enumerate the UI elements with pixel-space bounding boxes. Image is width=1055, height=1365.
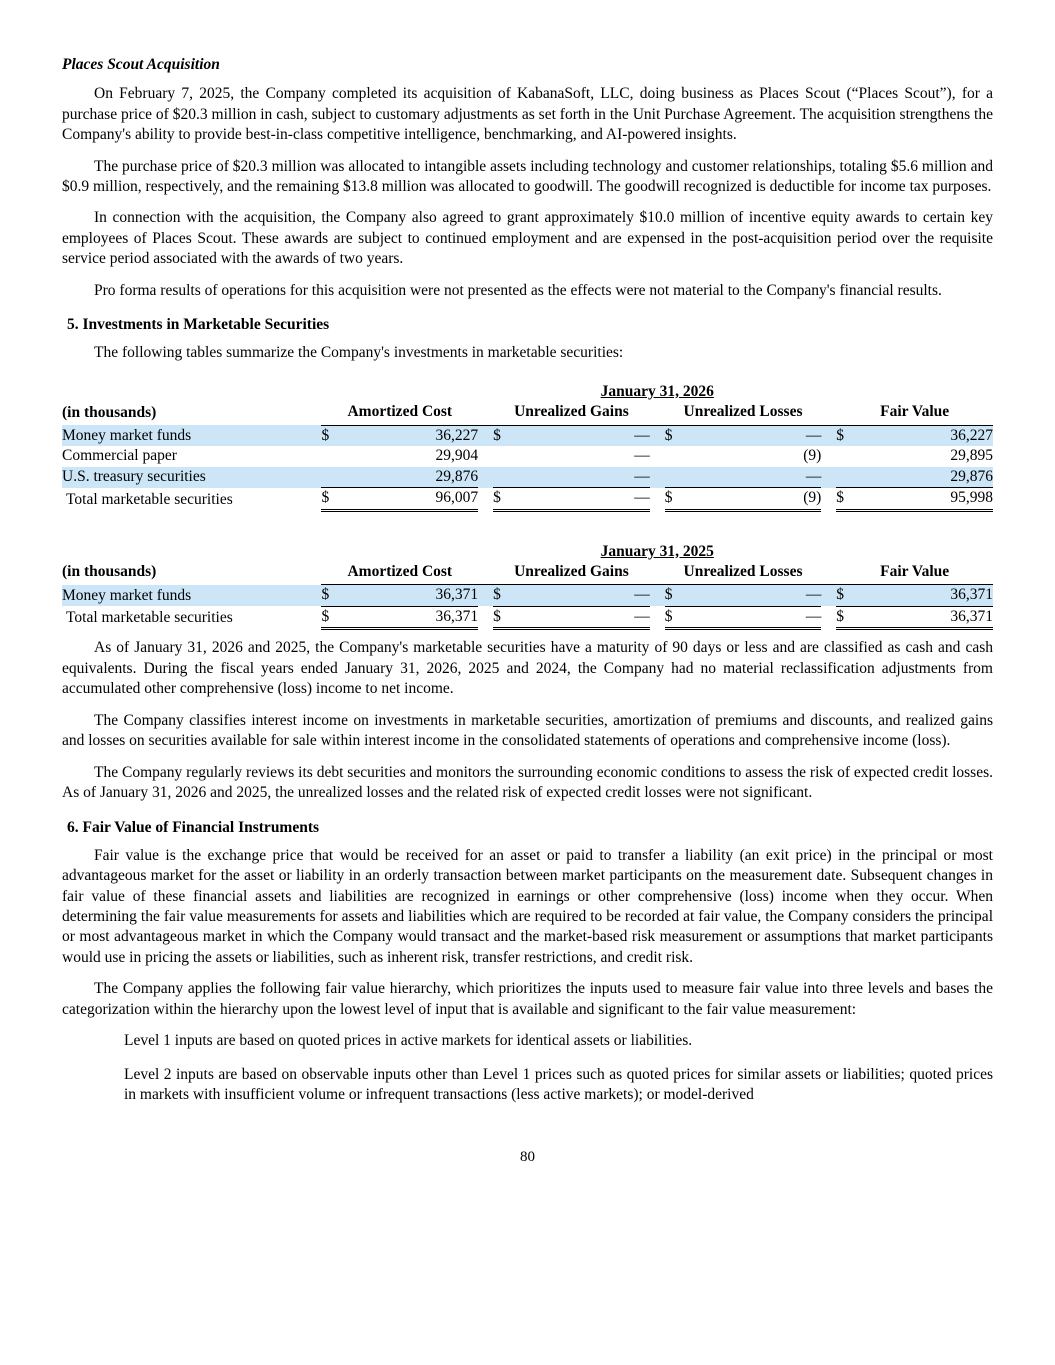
row-label-total-marketable-securities-2026: Total marketable securities [66, 490, 233, 508]
currency-symbol [665, 446, 687, 466]
table-header-row-2026 [62, 402, 993, 425]
table-header-row-2025 [62, 562, 993, 585]
row-label-money-market-funds-2026: Money market funds [62, 425, 321, 446]
paragraph-acquisition-1: On February 7, 2025, the Company completed its acquisition of KabanaSoft, LLC, doing business as Places Scout (“Places Scout”), for a purchase price of $20.3 million in cash, subject to customary adjustments as set forth in the Unit Purchase Agreement. The acquisition strengthens the Company's ability to provide best-in-class competitive intelligence, benchmarking, and AI-powered insights. [62, 85, 993, 144]
currency-symbol: $ [665, 585, 687, 606]
heading-fair-value-financial-instruments: 6. Fair Value of Financial Instruments [67, 818, 320, 836]
table-row [62, 585, 993, 606]
paragraph-after-tables-2: The Company classifies interest income on investments in marketable securities, amortization of premiums and discounts, and realized gains and losses on securities available for sale within interest income in the consolidated statements of operations and comprehensive income (loss). [62, 711, 993, 750]
total-fair-value: 36,371 [858, 606, 993, 628]
currency-symbol: $ [493, 606, 515, 628]
total-amortized-cost: 36,371 [343, 606, 478, 628]
value-fair-value: 36,371 [858, 585, 993, 606]
page-number: 80 [520, 1148, 535, 1165]
column-header-unrealized-losses-2025: Unrealized Losses [665, 562, 822, 585]
value-unrealized-losses: — [687, 585, 822, 606]
currency-symbol [836, 446, 858, 466]
table-total-row-2026 [62, 488, 993, 510]
heading-places-scout-acquisition: Places Scout Acquisition [62, 56, 220, 73]
currency-symbol [321, 467, 343, 488]
paragraph-after-tables-1: As of January 31, 2026 and 2025, the Company's marketable securities have a maturity of 90 days or less and are classified as cash and cash equivalents. During the fiscal years ended January 31, 2026, 2025 and 2024, the Company had no material reclassification adjustments from accumulated other comprehensive (loss) income to net income. [62, 639, 993, 698]
column-header-amortized-cost-2026: Amortized Cost [321, 402, 478, 425]
currency-symbol: $ [836, 488, 858, 510]
table-date-title-2025: January 31, 2025 [600, 542, 714, 560]
currency-symbol: $ [321, 585, 343, 606]
table-date-title-row [62, 382, 993, 402]
total-unrealized-gains: — [515, 606, 650, 628]
value-amortized-cost: 36,371 [343, 585, 478, 606]
column-header-unrealized-losses-2026: Unrealized Losses [665, 402, 822, 425]
total-amortized-cost: 96,007 [343, 488, 478, 510]
table-date-title-2026: January 31, 2026 [600, 382, 714, 400]
currency-symbol: $ [665, 488, 687, 510]
currency-symbol [493, 446, 515, 466]
currency-symbol: $ [321, 606, 343, 628]
value-amortized-cost: 36,227 [343, 425, 478, 446]
row-label-money-market-funds-2025: Money market funds [62, 585, 321, 606]
column-header-unrealized-gains-2026: Unrealized Gains [493, 402, 650, 425]
table-total-row-2025 [62, 606, 993, 628]
column-header-unrealized-gains-2025: Unrealized Gains [493, 562, 650, 585]
currency-symbol: $ [493, 585, 515, 606]
units-label-2026: (in thousands) [62, 403, 157, 421]
total-unrealized-gains: — [515, 488, 650, 510]
currency-symbol [493, 467, 515, 488]
currency-symbol [665, 467, 687, 488]
table-marketable-securities-2025-wrapper [62, 542, 993, 631]
value-amortized-cost: 29,876 [343, 467, 478, 488]
value-unrealized-losses: (9) [803, 447, 822, 465]
total-fair-value: 95,998 [858, 488, 993, 510]
value-fair-value: 29,876 [858, 467, 993, 488]
row-label-commercial-paper-2026: Commercial paper [62, 447, 177, 465]
table-row [62, 467, 993, 488]
value-unrealized-gains: — [515, 467, 650, 488]
column-header-fair-value-2026: Fair Value [836, 402, 993, 425]
heading-investments-marketable-securities: 5. Investments in Marketable Securities [67, 316, 330, 334]
paragraph-after-tables-3: The Company regularly reviews its debt securities and monitors the surrounding economic conditions to assess the risk of expected credit losses. As of January 31, 2026 and 2025, the unrealized losses and the related risk of expected credit losses were not significant. [62, 763, 993, 802]
table-row [62, 446, 993, 466]
value-fair-value: 36,227 [858, 425, 993, 446]
value-amortized-cost: 29,904 [435, 447, 479, 465]
value-unrealized-gains: — [515, 425, 650, 446]
table-date-title-row [62, 542, 993, 562]
currency-symbol: $ [321, 425, 343, 446]
table-row [62, 425, 993, 446]
currency-symbol: $ [836, 606, 858, 628]
currency-symbol: $ [321, 488, 343, 510]
value-unrealized-gains: — [634, 447, 650, 465]
currency-symbol: $ [493, 425, 515, 446]
column-header-fair-value-2025: Fair Value [836, 562, 993, 585]
currency-symbol: $ [836, 425, 858, 446]
paragraph-level-1-inputs: Level 1 inputs are based on quoted prices in active markets for identical assets or liabilities. [124, 1032, 693, 1050]
paragraph-acquisition-4: Pro forma results of operations for this acquisition were not presented as the effects were not material to the Company's financial results. [94, 281, 942, 299]
currency-symbol: $ [836, 585, 858, 606]
value-unrealized-losses: — [687, 425, 822, 446]
currency-symbol: $ [665, 425, 687, 446]
currency-symbol: $ [665, 606, 687, 628]
table-marketable-securities-2025 [62, 542, 993, 631]
value-unrealized-gains: — [515, 585, 650, 606]
total-unrealized-losses: (9) [687, 488, 822, 510]
paragraph-acquisition-2: The purchase price of $20.3 million was allocated to intangible assets including technology and customer relationships, totaling $5.6 million and $0.9 million, respectively, and the remaining $13.8 million was allocated to goodwill. The goodwill recognized is deductible for income tax purposes. [62, 157, 993, 195]
currency-symbol [321, 446, 343, 466]
total-unrealized-losses: — [687, 606, 822, 628]
paragraph-level-2-inputs: Level 2 inputs are based on observable inputs other than Level 1 prices such as quoted prices for similar assets or liabilities; quoted prices in markets with insufficient volume or infrequent transactions (less active markets); or model-derived [124, 1065, 993, 1104]
units-label-2025: (in thousands) [62, 563, 157, 581]
table-marketable-securities-2026-wrapper [62, 382, 993, 512]
paragraph-fair-value-1: Fair value is the exchange price that would be received for an asset or paid to transfer a liability (an exit price) in the principal or most advantageous market for the asset or liability in an orderly transaction between market participants on the measurement date. Subsequent changes in fair value of these financial assets and liabilities are recognized in earnings or other comprehensive (loss) income when they occur. When determining the fair value measurements for assets and liabilities which are required to be recorded at fair value, the Company considers the principal or most advantageous market in which the Company would transact and the market-based risk measurement or assumptions that market participants would use in pricing the assets or liabilities, such as inherent risk, transfer restrictions, and credit risk. [62, 846, 993, 966]
table-marketable-securities-2026 [62, 382, 993, 512]
paragraph-investments-intro: The following tables summarize the Company's investments in marketable securities: [94, 344, 624, 362]
value-fair-value: 29,895 [950, 447, 993, 465]
column-header-amortized-cost-2025: Amortized Cost [321, 562, 478, 585]
paragraph-acquisition-3: In connection with the acquisition, the Company also agreed to grant approximately $10.0 million of incentive equity awards to certain key employees of Places Scout. These awards are subject to continued employment and are expensed in the post-acquisition period over the requisite service period associated with the awards of two years. [62, 209, 993, 268]
currency-symbol: $ [493, 488, 515, 510]
row-label-total-marketable-securities-2025: Total marketable securities [66, 609, 233, 627]
value-unrealized-losses: — [687, 467, 822, 488]
row-label-us-treasury-securities-2026: U.S. treasury securities [62, 467, 321, 488]
currency-symbol [836, 467, 858, 488]
paragraph-fair-value-2: The Company applies the following fair value hierarchy, which prioritizes the inputs used to measure fair value into three levels and bases the categorization within the hierarchy upon the lowest level of input that is available and significant to the fair value measurement: [62, 980, 993, 1018]
